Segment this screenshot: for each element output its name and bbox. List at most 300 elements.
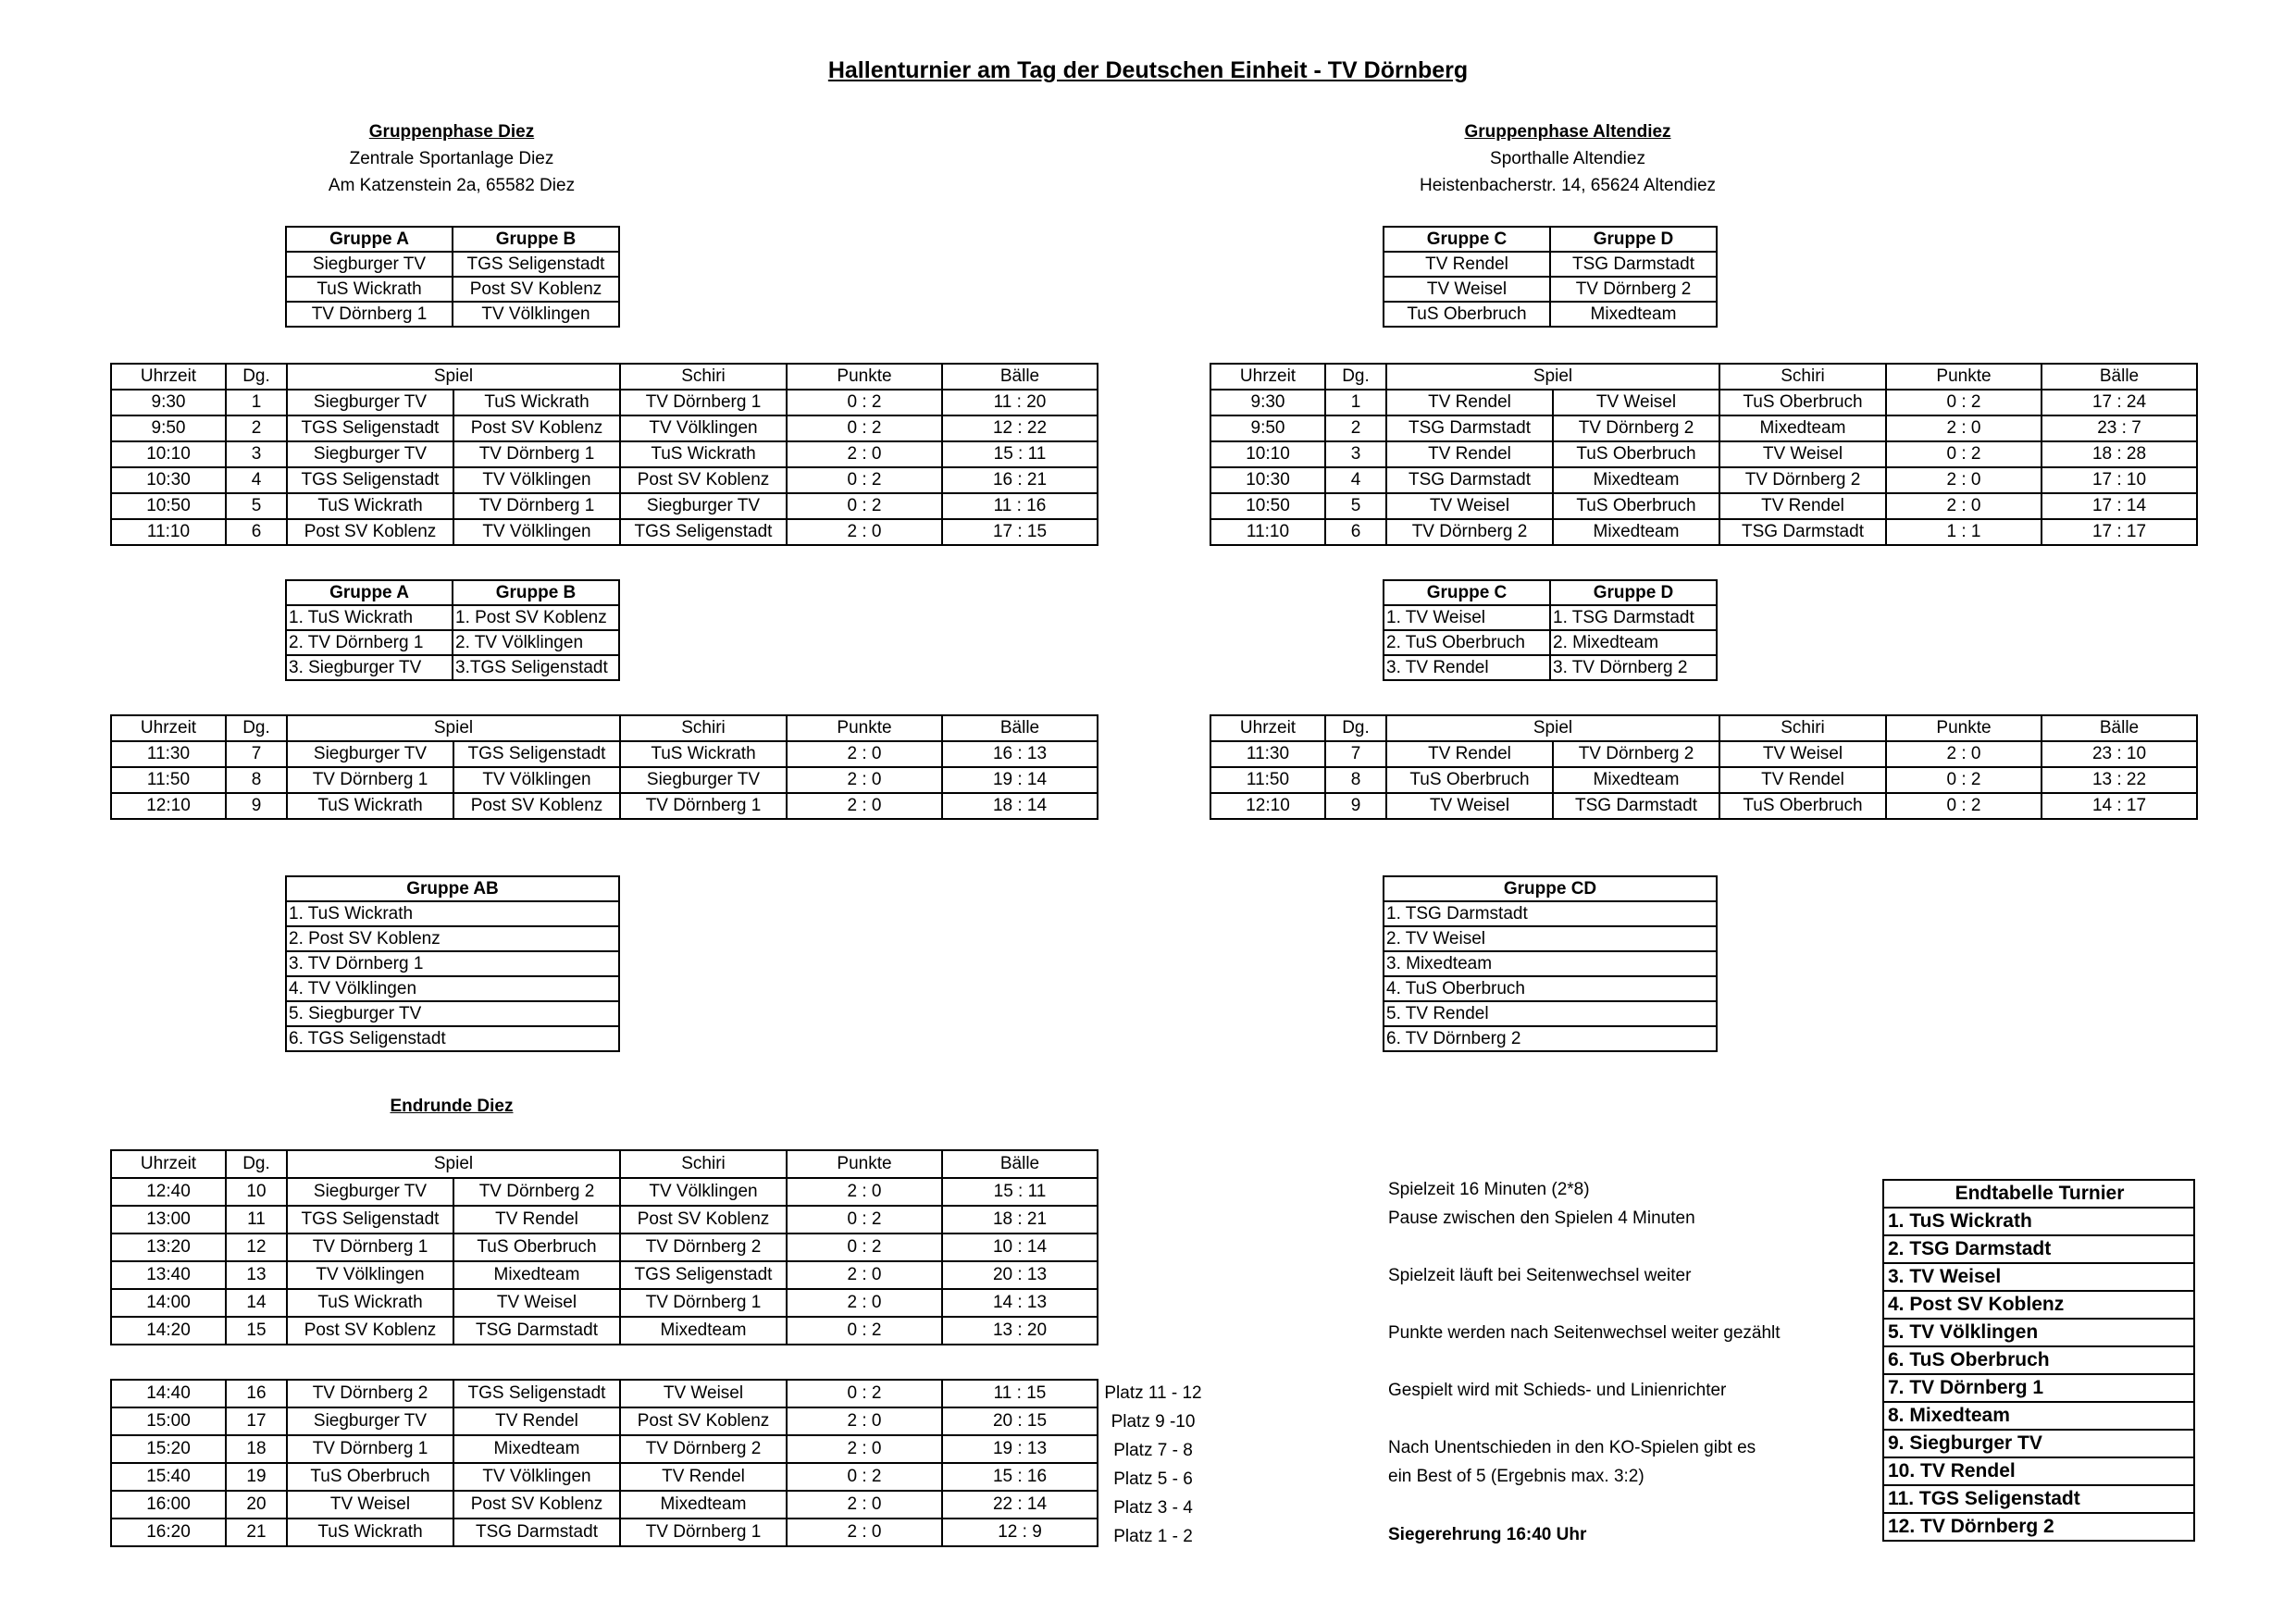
home-team-cell: TGS Seligenstadt — [287, 1206, 453, 1233]
game-number-cell: 1 — [1325, 390, 1386, 415]
away-team-cell: Post SV Koblenz — [453, 793, 620, 819]
group-header: Gruppe C — [1384, 580, 1550, 605]
referee-cell: TV Dörnberg 2 — [620, 1233, 787, 1261]
time-cell: 15:00 — [111, 1407, 226, 1435]
final-rank-cell: 5. TV Völklingen — [1883, 1319, 2194, 1346]
away-team-cell: Post SV Koblenz — [453, 415, 620, 441]
away-team-cell: Mixedteam — [1553, 467, 1719, 493]
altendiez-heading: Gruppenphase Altendiez — [1464, 122, 1671, 142]
time-cell: 13:40 — [111, 1261, 226, 1289]
games-ab-round2 — [110, 714, 1098, 820]
balls-cell: 13 : 22 — [2042, 767, 2197, 793]
points-cell: 0 : 2 — [787, 1463, 942, 1491]
col-header-uhrzeit: Uhrzeit — [1210, 364, 1325, 390]
table-row — [286, 605, 619, 630]
balls-cell: 17 : 10 — [2042, 467, 2197, 493]
standing-cell: 1. TSG Darmstadt — [1384, 901, 1717, 926]
away-team-cell: TV Völklingen — [453, 519, 620, 545]
home-team-cell: Siegburger TV — [287, 1407, 453, 1435]
away-team-cell: TV Dörnberg 1 — [453, 493, 620, 519]
game-number-cell: 13 — [226, 1261, 287, 1289]
time-cell: 11:50 — [1210, 767, 1325, 793]
game-row — [111, 1380, 1098, 1407]
points-cell: 2 : 0 — [787, 1435, 942, 1463]
referee-cell: TV Dörnberg 1 — [620, 390, 787, 415]
balls-cell: 22 : 14 — [942, 1491, 1098, 1519]
col-header-spiel: Spiel — [1386, 715, 1719, 741]
table-row — [1883, 1485, 2194, 1513]
final-rank-cell: 4. Post SV Koblenz — [1883, 1291, 2194, 1319]
diez-heading: Gruppenphase Diez — [368, 122, 535, 142]
points-cell: 0 : 2 — [787, 493, 942, 519]
table-row — [1883, 1513, 2194, 1541]
balls-cell: 12 : 22 — [942, 415, 1098, 441]
referee-cell: TV Dörnberg 1 — [620, 1289, 787, 1317]
time-cell: 10:50 — [111, 493, 226, 519]
away-team-cell: TuS Oberbruch — [1553, 441, 1719, 467]
home-team-cell: TV Völklingen — [287, 1261, 453, 1289]
referee-cell: TV Dörnberg 1 — [620, 1519, 787, 1546]
game-row — [111, 390, 1098, 415]
team-cell: TV Rendel — [1384, 252, 1550, 277]
altendiez-venue: Sporthalle Altendiez — [1490, 149, 1645, 168]
away-team-cell: TGS Seligenstadt — [453, 741, 620, 767]
home-team-cell: TV Dörnberg 2 — [287, 1380, 453, 1407]
balls-cell: 18 : 14 — [942, 793, 1098, 819]
col-header-schiri: Schiri — [620, 1150, 787, 1178]
final-rank-cell: 3. TV Weisel — [1883, 1263, 2194, 1291]
endrunde-games-b — [110, 1379, 1098, 1547]
time-cell: 9:30 — [111, 390, 226, 415]
points-cell: 0 : 2 — [787, 1380, 942, 1407]
time-cell: 9:50 — [1210, 415, 1325, 441]
time-cell: 12:10 — [111, 793, 226, 819]
team-cell: Siegburger TV — [286, 252, 453, 277]
header-row — [111, 364, 1098, 390]
away-team-cell: TSG Darmstadt — [1553, 793, 1719, 819]
game-number-cell: 16 — [226, 1380, 287, 1407]
home-team-cell: TuS Oberbruch — [287, 1463, 453, 1491]
game-number-cell: 9 — [226, 793, 287, 819]
game-number-cell: 21 — [226, 1519, 287, 1546]
home-team-cell: TV Rendel — [1386, 441, 1553, 467]
game-number-cell: 12 — [226, 1233, 287, 1261]
home-team-cell: Post SV Koblenz — [287, 1317, 453, 1345]
col-header-baelle: Bälle — [942, 364, 1098, 390]
referee-cell: TuS Wickrath — [620, 441, 787, 467]
home-team-cell: TuS Wickrath — [287, 493, 453, 519]
endrunde-heading: Endrunde Diez — [390, 1097, 514, 1116]
standing-cell: 3. Mixedteam — [1384, 951, 1717, 976]
home-team-cell: Siegburger TV — [287, 390, 453, 415]
game-number-cell: 18 — [226, 1435, 287, 1463]
final-rank-cell: 10. TV Rendel — [1883, 1457, 2194, 1485]
away-team-cell: TSG Darmstadt — [453, 1317, 620, 1345]
standing-cell: 5. TV Rendel — [1384, 1001, 1717, 1026]
table-row — [286, 252, 619, 277]
balls-cell: 17 : 14 — [2042, 493, 2197, 519]
game-row — [111, 1178, 1098, 1206]
diez-address: Am Katzenstein 2a, 65582 Diez — [328, 176, 576, 195]
standing-cell: 4. TV Völklingen — [286, 976, 619, 1001]
balls-cell: 11 : 20 — [942, 390, 1098, 415]
time-cell: 14:00 — [111, 1289, 226, 1317]
time-cell: 10:10 — [111, 441, 226, 467]
standing-cell: 2. TV Weisel — [1384, 926, 1717, 951]
standing-cell: 5. Siegburger TV — [286, 1001, 619, 1026]
table-row — [1883, 1457, 2194, 1485]
platz-label: Platz 7 - 8 — [1113, 1441, 1193, 1460]
col-header-punkte: Punkte — [1886, 715, 2042, 741]
balls-cell: 17 : 17 — [2042, 519, 2197, 545]
points-cell: 2 : 0 — [787, 767, 942, 793]
game-number-cell: 6 — [226, 519, 287, 545]
game-row — [111, 1206, 1098, 1233]
col-header-spiel: Spiel — [287, 715, 620, 741]
final-rank-cell: 1. TuS Wickrath — [1883, 1208, 2194, 1235]
away-team-cell: TV Rendel — [453, 1407, 620, 1435]
away-team-cell: Mixedteam — [1553, 767, 1719, 793]
home-team-cell: Siegburger TV — [287, 441, 453, 467]
referee-cell: TV Weisel — [1719, 441, 1886, 467]
balls-cell: 19 : 14 — [942, 767, 1098, 793]
col-header-uhrzeit: Uhrzeit — [111, 364, 226, 390]
referee-cell: TuS Wickrath — [620, 741, 787, 767]
home-team-cell: TGS Seligenstadt — [287, 467, 453, 493]
groups-ab-table — [285, 226, 620, 328]
endtabelle-table — [1882, 1179, 2195, 1542]
platz-label: Platz 5 - 6 — [1113, 1469, 1193, 1489]
points-cell: 2 : 0 — [787, 1407, 942, 1435]
group-ab-standings — [285, 875, 620, 1052]
final-rank-cell: 9. Siegburger TV — [1883, 1430, 2194, 1457]
home-team-cell: TV Dörnberg 1 — [287, 767, 453, 793]
away-team-cell: TV Weisel — [1553, 390, 1719, 415]
team-cell: Post SV Koblenz — [453, 277, 619, 302]
game-number-cell: 20 — [226, 1491, 287, 1519]
balls-cell: 20 : 15 — [942, 1407, 1098, 1435]
away-team-cell: TV Völklingen — [453, 467, 620, 493]
table-row — [1883, 1319, 2194, 1346]
home-team-cell: Post SV Koblenz — [287, 519, 453, 545]
referee-cell: TV Dörnberg 1 — [620, 793, 787, 819]
time-cell: 11:50 — [111, 767, 226, 793]
home-team-cell: Siegburger TV — [287, 1178, 453, 1206]
time-cell: 11:10 — [111, 519, 226, 545]
points-cell: 2 : 0 — [1886, 741, 2042, 767]
points-cell: 0 : 2 — [787, 1317, 942, 1345]
table-row — [1883, 1346, 2194, 1374]
points-cell: 0 : 2 — [787, 390, 942, 415]
away-team-cell: TV Weisel — [453, 1289, 620, 1317]
home-team-cell: TV Weisel — [1386, 493, 1553, 519]
game-row — [111, 1491, 1098, 1519]
away-team-cell: Mixedteam — [453, 1261, 620, 1289]
away-team-cell: TV Völklingen — [453, 767, 620, 793]
time-cell: 9:50 — [111, 415, 226, 441]
away-team-cell: TGS Seligenstadt — [453, 1380, 620, 1407]
header-row — [286, 580, 619, 605]
team-cell: 1. TuS Wickrath — [286, 605, 453, 630]
note-schiedsrichter: Gespielt wird mit Schieds- und Linienrichter — [1388, 1381, 1727, 1400]
referee-cell: TGS Seligenstadt — [620, 1261, 787, 1289]
away-team-cell: TV Dörnberg 2 — [453, 1178, 620, 1206]
points-cell: 1 : 1 — [1886, 519, 2042, 545]
team-cell: 2. TV Völklingen — [453, 630, 619, 655]
table-row — [1883, 1402, 2194, 1430]
balls-cell: 15 : 11 — [942, 1178, 1098, 1206]
points-cell: 0 : 2 — [787, 1206, 942, 1233]
home-team-cell: TV Rendel — [1386, 390, 1553, 415]
col-header-dg: Dg. — [226, 715, 287, 741]
col-header-schiri: Schiri — [1719, 715, 1886, 741]
col-header-punkte: Punkte — [787, 1150, 942, 1178]
final-rank-cell: 11. TGS Seligenstadt — [1883, 1485, 2194, 1513]
games-ab-round1 — [110, 363, 1098, 546]
group-header: Gruppe C — [1384, 227, 1550, 252]
final-rank-cell: 8. Mixedteam — [1883, 1402, 2194, 1430]
balls-cell: 17 : 15 — [942, 519, 1098, 545]
game-number-cell: 17 — [226, 1407, 287, 1435]
home-team-cell: TGS Seligenstadt — [287, 415, 453, 441]
header-row — [286, 227, 619, 252]
team-cell: 1. TSG Darmstadt — [1550, 605, 1717, 630]
away-team-cell: TV Dörnberg 2 — [1553, 415, 1719, 441]
col-header-punkte: Punkte — [787, 715, 942, 741]
table-row — [286, 976, 619, 1001]
balls-cell: 23 : 10 — [2042, 741, 2197, 767]
points-cell: 2 : 0 — [787, 1261, 942, 1289]
team-cell: 2. Mixedteam — [1550, 630, 1717, 655]
balls-cell: 17 : 24 — [2042, 390, 2197, 415]
group-header: Gruppe A — [286, 580, 453, 605]
game-number-cell: 3 — [1325, 441, 1386, 467]
time-cell: 11:30 — [111, 741, 226, 767]
away-team-cell: TV Rendel — [453, 1206, 620, 1233]
points-cell: 0 : 2 — [1886, 793, 2042, 819]
endrunde-games-a — [110, 1149, 1098, 1345]
team-cell: 2. TuS Oberbruch — [1384, 630, 1550, 655]
balls-cell: 18 : 28 — [2042, 441, 2197, 467]
header-row — [286, 876, 619, 901]
game-row — [111, 793, 1098, 819]
table-row — [286, 655, 619, 680]
game-number-cell: 1 — [226, 390, 287, 415]
col-header-dg: Dg. — [1325, 715, 1386, 741]
platz-label: Platz 11 - 12 — [1104, 1383, 1202, 1403]
header-row — [111, 715, 1098, 741]
referee-cell: TV Dörnberg 2 — [1719, 467, 1886, 493]
group-header: Gruppe A — [286, 227, 453, 252]
table-row — [1883, 1374, 2194, 1402]
final-rank-cell: 2. TSG Darmstadt — [1883, 1235, 2194, 1263]
team-cell: 3. Siegburger TV — [286, 655, 453, 680]
game-number-cell: 11 — [226, 1206, 287, 1233]
note-siegerehrung: Siegerehrung 16:40 Uhr — [1388, 1525, 1587, 1544]
referee-cell: TV Rendel — [620, 1463, 787, 1491]
time-cell: 11:30 — [1210, 741, 1325, 767]
team-cell: Mixedteam — [1550, 302, 1717, 327]
time-cell: 12:10 — [1210, 793, 1325, 819]
table-row — [1883, 1208, 2194, 1235]
referee-cell: TV Rendel — [1719, 767, 1886, 793]
standing-cell: 4. TuS Oberbruch — [1384, 976, 1717, 1001]
game-row — [111, 1407, 1098, 1435]
team-cell: TSG Darmstadt — [1550, 252, 1717, 277]
game-number-cell: 7 — [1325, 741, 1386, 767]
rules-notes — [1388, 0, 1851, 1624]
balls-cell: 16 : 13 — [942, 741, 1098, 767]
game-row — [111, 1463, 1098, 1491]
balls-cell: 10 : 14 — [942, 1233, 1098, 1261]
home-team-cell: TSG Darmstadt — [1386, 467, 1553, 493]
referee-cell: Mixedteam — [620, 1491, 787, 1519]
table-row — [286, 926, 619, 951]
home-team-cell: TV Rendel — [1386, 741, 1553, 767]
home-team-cell: TuS Wickrath — [287, 1289, 453, 1317]
standing-cell: 1. TuS Wickrath — [286, 901, 619, 926]
team-cell: TGS Seligenstadt — [453, 252, 619, 277]
balls-cell: 20 : 13 — [942, 1261, 1098, 1289]
table-row — [286, 1026, 619, 1051]
col-header-spiel: Spiel — [287, 364, 620, 390]
referee-cell: TV Weisel — [620, 1380, 787, 1407]
balls-cell: 14 : 17 — [2042, 793, 2197, 819]
game-number-cell: 4 — [1325, 467, 1386, 493]
platz-label: Platz 3 - 4 — [1113, 1498, 1193, 1518]
time-cell: 16:00 — [111, 1491, 226, 1519]
note-spielzeit: Spielzeit 16 Minuten (2*8) — [1388, 1180, 1590, 1199]
game-row — [111, 1261, 1098, 1289]
time-cell: 14:20 — [111, 1317, 226, 1345]
game-row — [111, 493, 1098, 519]
game-number-cell: 10 — [226, 1178, 287, 1206]
final-rank-cell: 6. TuS Oberbruch — [1883, 1346, 2194, 1374]
team-cell: 2. TV Dörnberg 1 — [286, 630, 453, 655]
col-header-uhrzeit: Uhrzeit — [1210, 715, 1325, 741]
standing-cell: 3. TV Dörnberg 1 — [286, 951, 619, 976]
time-cell: 14:40 — [111, 1380, 226, 1407]
time-cell: 10:30 — [111, 467, 226, 493]
referee-cell: TV Weisel — [1719, 741, 1886, 767]
referee-cell: Post SV Koblenz — [620, 1407, 787, 1435]
home-team-cell: TSG Darmstadt — [1386, 415, 1553, 441]
time-cell: 10:30 — [1210, 467, 1325, 493]
referee-cell: TSG Darmstadt — [1719, 519, 1886, 545]
time-cell: 10:50 — [1210, 493, 1325, 519]
game-number-cell: 6 — [1325, 519, 1386, 545]
team-cell: TuS Wickrath — [286, 277, 453, 302]
game-row — [111, 1435, 1098, 1463]
points-cell: 2 : 0 — [1886, 493, 2042, 519]
table-row — [286, 901, 619, 926]
away-team-cell: TV Völklingen — [453, 1463, 620, 1491]
table-row — [286, 951, 619, 976]
referee-cell: TV Völklingen — [620, 1178, 787, 1206]
diez-header — [267, 118, 637, 199]
team-cell: 1. TV Weisel — [1384, 605, 1550, 630]
group-header: Gruppe B — [453, 580, 619, 605]
referee-cell: Mixedteam — [620, 1317, 787, 1345]
col-header-baelle: Bälle — [2042, 364, 2197, 390]
points-cell: 0 : 2 — [1886, 390, 2042, 415]
col-header-baelle: Bälle — [942, 715, 1098, 741]
balls-cell: 23 : 7 — [2042, 415, 2197, 441]
game-number-cell: 5 — [226, 493, 287, 519]
col-header-schiri: Schiri — [620, 715, 787, 741]
points-cell: 2 : 0 — [787, 793, 942, 819]
referee-cell: Post SV Koblenz — [620, 467, 787, 493]
time-cell: 12:40 — [111, 1178, 226, 1206]
game-number-cell: 15 — [226, 1317, 287, 1345]
away-team-cell: TuS Wickrath — [453, 390, 620, 415]
away-team-cell: Mixedteam — [1553, 519, 1719, 545]
team-cell: 3.TGS Seligenstadt — [453, 655, 619, 680]
team-cell: TV Weisel — [1384, 277, 1550, 302]
game-row — [111, 519, 1098, 545]
points-cell: 2 : 0 — [787, 1289, 942, 1317]
referee-cell: TuS Oberbruch — [1719, 390, 1886, 415]
team-cell: TV Völklingen — [453, 302, 619, 327]
away-team-cell: TSG Darmstadt — [453, 1519, 620, 1546]
time-cell: 9:30 — [1210, 390, 1325, 415]
points-cell: 0 : 2 — [1886, 767, 2042, 793]
home-team-cell: TV Dörnberg 1 — [287, 1435, 453, 1463]
table-row — [1883, 1430, 2194, 1457]
diez-venue: Zentrale Sportanlage Diez — [349, 149, 554, 168]
group-header: Gruppe AB — [286, 876, 619, 901]
col-header-schiri: Schiri — [620, 364, 787, 390]
col-header-spiel: Spiel — [287, 1150, 620, 1178]
team-cell: 3. TV Dörnberg 2 — [1550, 655, 1717, 680]
points-cell: 0 : 2 — [787, 1233, 942, 1261]
final-rank-cell: 7. TV Dörnberg 1 — [1883, 1374, 2194, 1402]
balls-cell: 15 : 11 — [942, 441, 1098, 467]
final-rank-cell: 12. TV Dörnberg 2 — [1883, 1513, 2194, 1541]
col-header-dg: Dg. — [226, 1150, 287, 1178]
table-row — [286, 302, 619, 327]
game-number-cell: 5 — [1325, 493, 1386, 519]
points-cell: 2 : 0 — [787, 1491, 942, 1519]
referee-cell: Mixedteam — [1719, 415, 1886, 441]
balls-cell: 11 : 15 — [942, 1380, 1098, 1407]
table-row — [286, 630, 619, 655]
game-number-cell: 14 — [226, 1289, 287, 1317]
platz-label: Platz 9 -10 — [1111, 1412, 1196, 1432]
game-row — [111, 1289, 1098, 1317]
header-row — [1883, 1180, 2194, 1208]
note-seitenwechsel: Spielzeit läuft bei Seitenwechsel weiter — [1388, 1266, 1692, 1285]
group-header: Gruppe B — [453, 227, 619, 252]
points-cell: 2 : 0 — [787, 1178, 942, 1206]
points-cell: 0 : 2 — [787, 467, 942, 493]
time-cell: 13:00 — [111, 1206, 226, 1233]
game-number-cell: 19 — [226, 1463, 287, 1491]
page-title: Hallenturnier am Tag der Deutschen Einheit - TV Dörnberg — [827, 57, 1469, 83]
points-cell: 2 : 0 — [1886, 415, 2042, 441]
col-header-schiri: Schiri — [1719, 364, 1886, 390]
endtabelle-header: Endtabelle Turnier — [1883, 1180, 2194, 1208]
table-row — [1883, 1235, 2194, 1263]
team-cell: TuS Oberbruch — [1384, 302, 1550, 327]
col-header-dg: Dg. — [1325, 364, 1386, 390]
note-best-of-5: ein Best of 5 (Ergebnis max. 3:2) — [1388, 1467, 1644, 1486]
game-number-cell: 7 — [226, 741, 287, 767]
header-row — [111, 1150, 1098, 1178]
away-team-cell: Mixedteam — [453, 1435, 620, 1463]
home-team-cell: Siegburger TV — [287, 741, 453, 767]
home-team-cell: TV Dörnberg 2 — [1386, 519, 1553, 545]
